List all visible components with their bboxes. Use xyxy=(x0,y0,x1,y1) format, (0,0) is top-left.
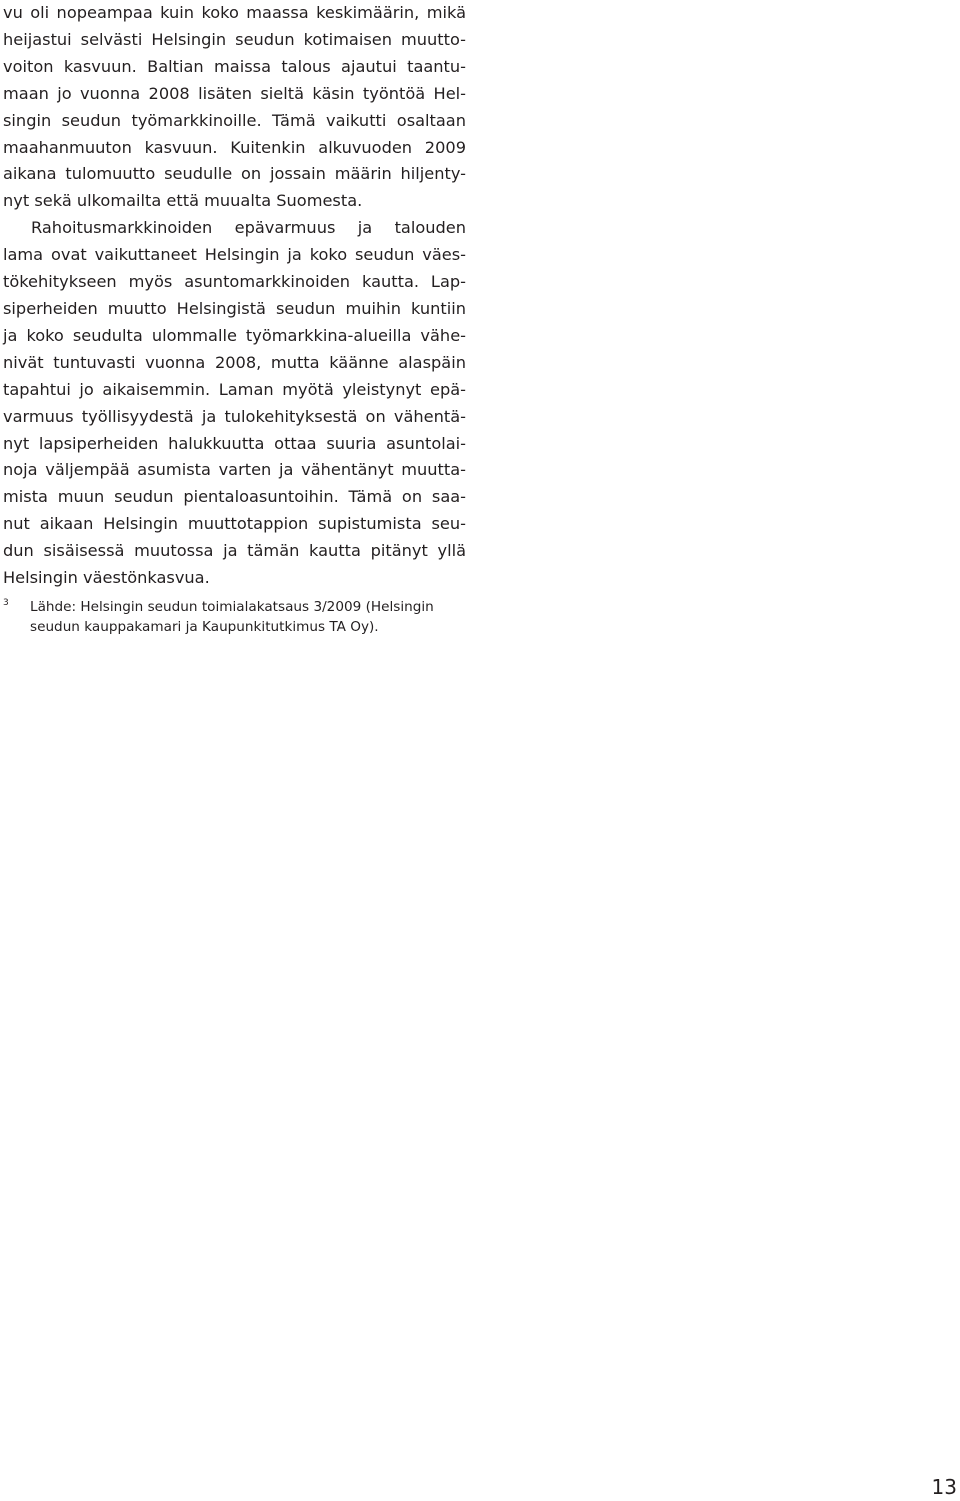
text-line: maan jo vuonna 2008 lisäten sieltä käsin työntöä Hel- xyxy=(3,83,466,103)
text-line: nut aikaan Helsingin muuttotappion supistumista seu- xyxy=(3,514,466,534)
footnote-line: seudun kauppakamari ja Kaupunkitutkimus TA Oy). xyxy=(30,618,379,635)
text-line: ja koko seudulta ulommalle työmarkkina-alueilla vähe- xyxy=(3,325,466,345)
text-line: heijastui selvästi Helsingin seudun kotimaisen muutto- xyxy=(3,29,466,49)
footnote-line: Lähde: Helsingin seudun toimialakatsaus 3/2009 (Helsingin xyxy=(30,599,434,615)
text-line: dun sisäisessä muutossa ja tämän kautta pitänyt yllä xyxy=(3,541,466,561)
paragraph-2 xyxy=(3,215,466,592)
paragraph-1 xyxy=(3,0,466,215)
text-line: siperheiden muutto Helsingistä seudun muihin kuntiin xyxy=(3,298,466,318)
text-line: Rahoitusmarkkinoiden epävarmuus ja talouden xyxy=(31,218,466,238)
text-line: aikana tulomuutto seudulle on jossain määrin hiljenty- xyxy=(3,164,466,184)
text-line: nivät tuntuvasti vuonna 2008, mutta käänne alaspäin xyxy=(3,352,466,372)
body-text-column xyxy=(3,0,466,592)
text-line: maahanmuuton kasvuun. Kuitenkin alkuvuoden 2009 xyxy=(3,137,466,157)
text-line: nyt lapsiperheiden halukkuutta ottaa suuria asuntolai- xyxy=(3,433,466,453)
text-line: mista muun seudun pientaloasuntoihin. Tämä on saa- xyxy=(3,487,466,507)
text-line: tapahtui jo aikaisemmin. Laman myötä yleistynyt epä- xyxy=(3,379,466,399)
text-line: Helsingin väestönkasvua. xyxy=(3,568,210,588)
text-line: voiton kasvuun. Baltian maissa talous ajautui taantu- xyxy=(3,56,466,76)
text-line: noja väljempää asumista varten ja vähentänyt muutta- xyxy=(3,460,466,480)
text-line: lama ovat vaikuttaneet Helsingin ja koko seudun väes- xyxy=(3,245,466,265)
text-line: vu oli nopeampaa kuin koko maassa keskimäärin, mikä xyxy=(3,3,466,22)
text-line: nyt sekä ulkomailta että muualta Suomesta. xyxy=(3,191,363,211)
footnote xyxy=(3,598,473,637)
text-line: varmuus työllisyydestä ja tulokehityksestä on vähentä- xyxy=(3,406,466,426)
footnote-marker: 3 xyxy=(3,598,9,608)
text-line: tökehitykseen myös asuntomarkkinoiden kautta. Lap- xyxy=(3,272,466,292)
text-line: singin seudun työmarkkinoille. Tämä vaikutti osaltaan xyxy=(3,110,466,130)
page-number: 13 xyxy=(931,1475,957,1499)
